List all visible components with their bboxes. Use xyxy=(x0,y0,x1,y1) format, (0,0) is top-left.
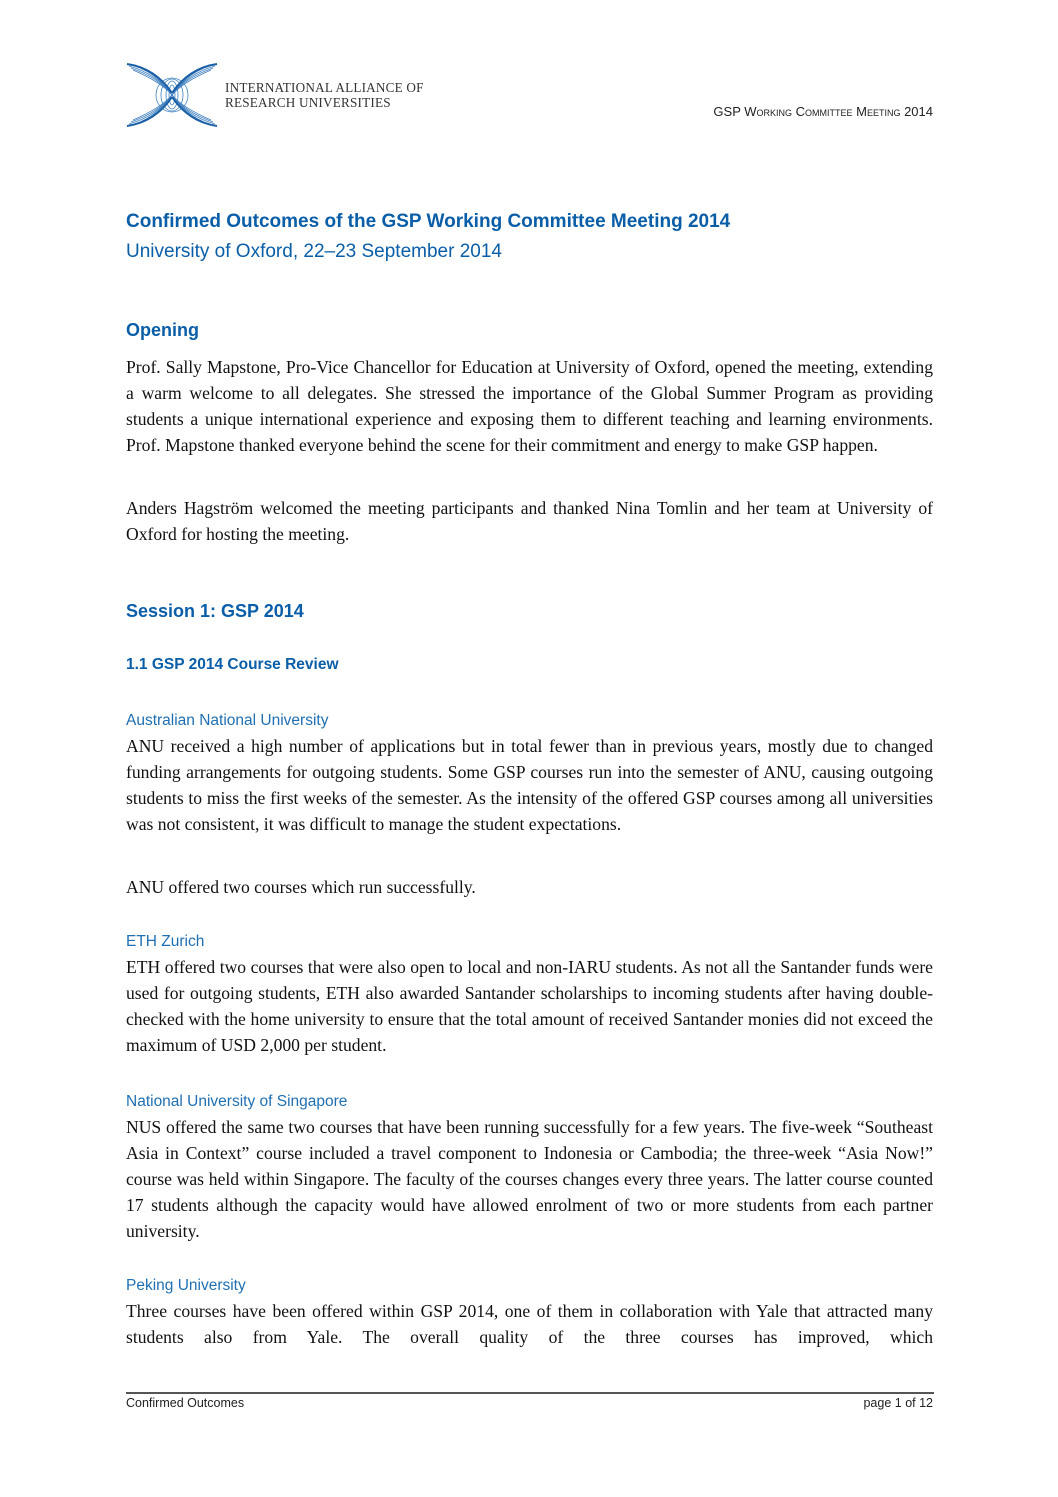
footer-divider xyxy=(126,1392,934,1394)
logo-line-1: INTERNATIONAL ALLIANCE OF xyxy=(225,80,424,95)
logo-line-2: RESEARCH UNIVERSITIES xyxy=(225,95,391,110)
footer-document-label: Confirmed Outcomes xyxy=(126,1396,245,1410)
opening-paragraph-2: Anders Hagström welcomed the meeting participants and thanked Nina Tomlin and her team at University of Oxford for hosting the meeting. xyxy=(126,498,933,544)
document-title: Confirmed Outcomes of the GSP Working Committee Meeting 2014 xyxy=(126,211,731,232)
university-heading-eth: ETH Zurich xyxy=(126,933,205,950)
opening-paragraph-1: Prof. Sally Mapstone, Pro-Vice Chancellor for Education at University of Oxford, opened the meeting, extending a warm welcome to all delegates. She stressed the importance of the Global Summer Program as providing students a unique international experience and exposing them to different teaching and learning environments. Prof. Mapstone thanked everyone behind the scene for their commitment and energy to make GSP happen. xyxy=(126,357,933,455)
logo-wordmark xyxy=(225,80,424,110)
iaru-logo-icon xyxy=(125,60,220,130)
footer-page-number: page 1 of 12 xyxy=(863,1396,933,1410)
running-header: GSP Working Committee Meeting 2014 xyxy=(713,104,933,119)
subsection-heading-course-review: 1.1 GSP 2014 Course Review xyxy=(126,656,339,673)
document-subtitle: University of Oxford, 22–23 September 2014 xyxy=(126,241,502,262)
nus-paragraph-1: NUS offered the same two courses that have been running successfully for a few years. The five-week “Southeast Asia in Context” course included a travel component to Indonesia or Cambodia; the three-week “Asia Now!” course was held within Singapore. The faculty of the courses changes every three years. The latter course counted 17 students although the capacity would have allowed enrolment of two or more students from each partner university. xyxy=(126,1117,933,1241)
section-heading-session-1: Session 1: GSP 2014 xyxy=(126,601,304,621)
anu-paragraph-1: ANU received a high number of applications but in total fewer than in previous years, mostly due to changed funding arrangements for outgoing students. Some GSP courses run into the semester of ANU, causing outgoing students to miss the first weeks of the semester. As the intensity of the offered GSP courses among all universities was not consistent, it was difficult to manage the student expectations. xyxy=(126,736,933,834)
eth-paragraph-1: ETH offered two courses that were also open to local and non-IARU students. As not all the Santander funds were used for outgoing students, ETH also awarded Santander scholarships to incoming students after having double-checked with the home university to ensure that the total amount of received Santander monies did not exceed the maximum of USD 2,000 per student. xyxy=(126,957,933,1055)
university-heading-peking: Peking University xyxy=(126,1277,246,1294)
university-heading-nus: National University of Singapore xyxy=(126,1093,348,1110)
anu-paragraph-2: ANU offered two courses which run successfully. xyxy=(126,877,476,897)
peking-paragraph-1: Three courses have been offered within GSP 2014, one of them in collaboration with Yale that attracted many students also from Yale. The overall quality of the three courses has improved, which xyxy=(126,1301,933,1347)
iaru-logo xyxy=(125,60,424,130)
section-heading-opening: Opening xyxy=(126,320,199,340)
university-heading-anu: Australian National University xyxy=(126,712,329,729)
